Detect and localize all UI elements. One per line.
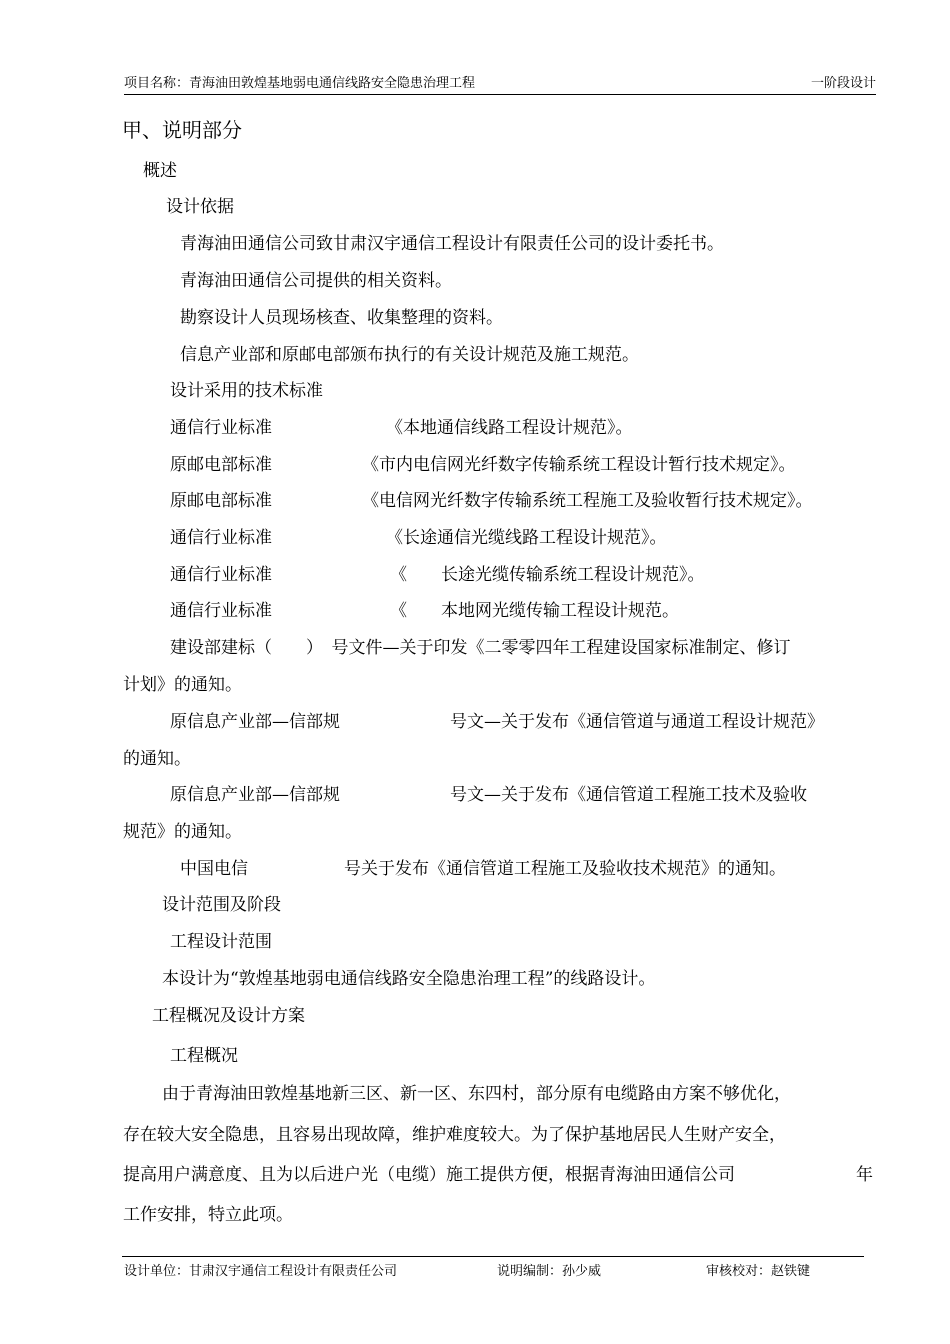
- standard-doc: 《电信网光纤数字传输系统工程施工及验收暂行技术规定》。: [362, 491, 813, 511]
- xinbu-line-b: 号文—关于发布《通信管道工程施工技术及验收: [450, 785, 807, 805]
- standard-doc: 《 本地网光缆传输工程设计规范。: [390, 601, 679, 621]
- page-header: [124, 76, 876, 95]
- telecom-line-b: 号关于发布《通信管道工程施工及验收技术规范》的通知。: [344, 859, 786, 879]
- basis-heading: 设计依据: [166, 197, 234, 217]
- project-paragraph-line: 由于青海油田敦煌基地新三区、新一区、东四村，部分原有电缆路由方案不够优化，: [162, 1084, 791, 1104]
- xinbu-line-b: 号文—关于发布《通信管道与通道工程设计规范》: [450, 712, 824, 732]
- standard-org: 原邮电部标准: [170, 455, 272, 475]
- scope-text: 本设计为“敦煌基地弱电通信线路安全隐患治理工程”的线路设计。: [162, 969, 656, 989]
- project-paragraph-line: 提高用户满意度、且为以后进户光（电缆）施工提供方便，根据青海油田通信公司: [123, 1165, 735, 1185]
- xinbu-line-a: 原信息产业部—信部规: [170, 712, 340, 732]
- project-paragraph-line: 工作安排，特立此项。: [123, 1205, 293, 1225]
- project-name: 项目名称：青海油田敦煌基地弱电通信线路安全隐患治理工程: [124, 76, 476, 91]
- footer-design-unit: 设计单位：甘肃汉宇通信工程设计有限责任公司: [124, 1264, 398, 1279]
- scope-heading: 设计范围及阶段: [162, 895, 281, 915]
- jianbiao-line-cont: 计划》的通知。: [123, 675, 242, 695]
- basis-item: 青海油田通信公司致甘肃汉宇通信工程设计有限责任公司的设计委托书。: [180, 234, 724, 254]
- standard-org: 原邮电部标准: [170, 491, 272, 511]
- standard-doc: 《长途通信光缆线路工程设计规范》。: [386, 528, 667, 548]
- footer-editor: 说明编制：孙少威: [497, 1264, 602, 1279]
- standards-heading: 设计采用的技术标准: [170, 381, 323, 401]
- overview-heading: 概述: [143, 161, 177, 181]
- standard-org: 通信行业标准: [170, 601, 272, 621]
- footer-divider: [122, 1256, 864, 1257]
- project-heading: 工程概况及设计方案: [152, 1006, 305, 1026]
- design-stage: 一阶段设计: [810, 76, 876, 91]
- xinbu-line-a: 原信息产业部—信部规: [170, 785, 340, 805]
- project-subheading: 工程概况: [170, 1046, 238, 1066]
- jianbiao-line: 建设部建标（ ） 号文件—关于印发《二零零四年工程建设国家标准制定、修订: [170, 638, 791, 658]
- xinbu-line-c: 的通知。: [123, 749, 191, 769]
- basis-item: 勘察设计人员现场核查、收集整理的资料。: [180, 308, 503, 328]
- xinbu-line-c: 规范》的通知。: [123, 822, 242, 842]
- standard-doc: 《市内电信网光纤数字传输系统工程设计暂行技术规定》。: [362, 455, 796, 475]
- telecom-line-a: 中国电信: [180, 859, 248, 879]
- standard-org: 通信行业标准: [170, 528, 272, 548]
- basis-item: 青海油田通信公司提供的相关资料。: [180, 271, 452, 291]
- footer-checker: 审核校对：赵铁键: [706, 1264, 811, 1279]
- project-paragraph-line: 存在较大安全隐患，且容易出现故障，维护难度较大。为了保护基地居民人生财产安全，: [123, 1125, 786, 1145]
- project-paragraph-year: 年: [856, 1165, 873, 1185]
- standard-org: 通信行业标准: [170, 418, 272, 438]
- standard-org: 通信行业标准: [170, 565, 272, 585]
- scope-subheading: 工程设计范围: [170, 932, 272, 952]
- basis-item: 信息产业部和原邮电部颁布执行的有关设计规范及施工规范。: [180, 345, 639, 365]
- section-title: 甲、说明部分: [122, 118, 242, 142]
- standard-doc: 《本地通信线路工程设计规范》。: [386, 418, 633, 438]
- standard-doc: 《 长途光缆传输系统工程设计规范》。: [390, 565, 705, 585]
